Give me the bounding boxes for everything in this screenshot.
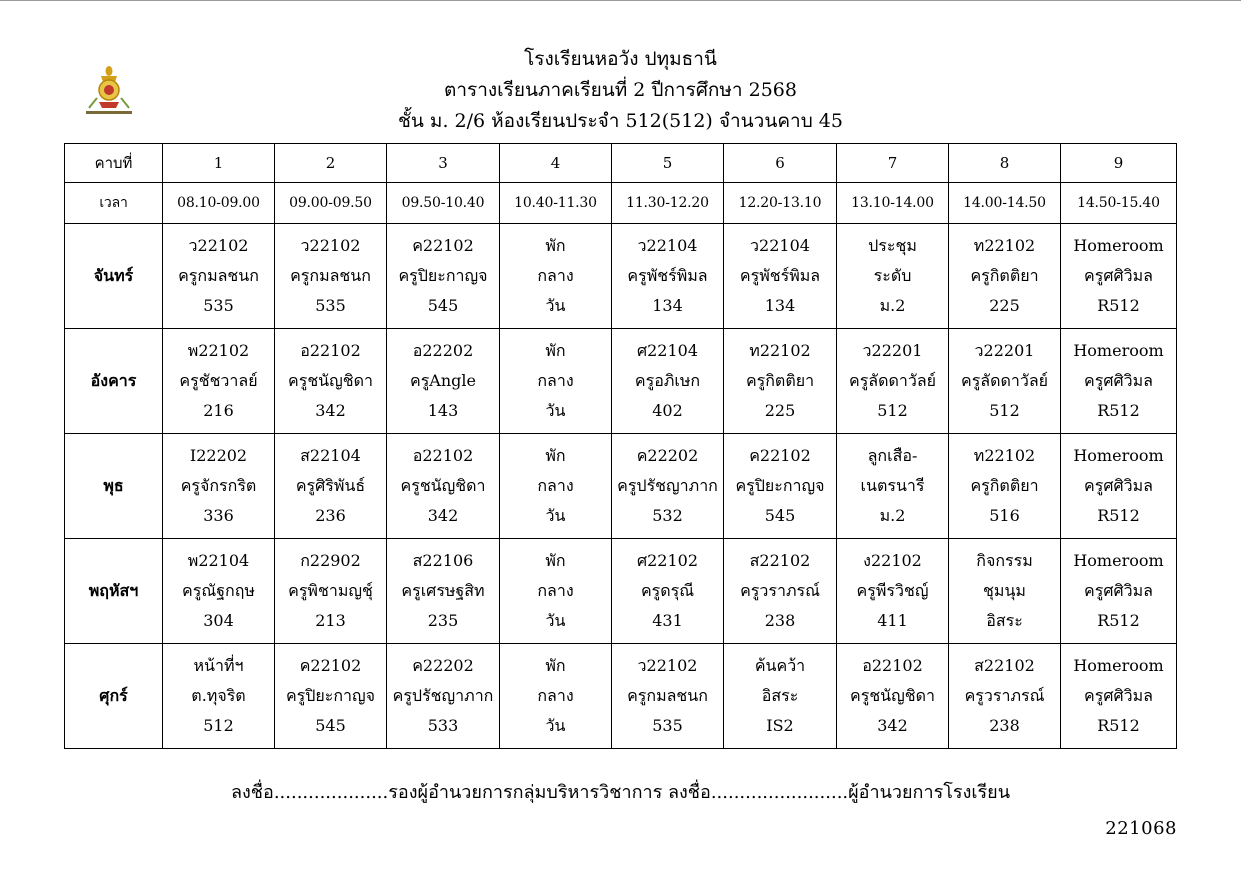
cell-line-middle: กลาง xyxy=(537,266,574,285)
cell-line-middle: ครูดรุณี xyxy=(640,581,695,600)
day-row xyxy=(65,644,1177,749)
schedule-cell xyxy=(387,434,500,539)
term-title: ตารางเรียนภาคเรียนที่ 2 ปีการศึกษา 2568 xyxy=(444,79,797,101)
schedule-cell xyxy=(1061,434,1177,539)
cell-line-bottom: 225 xyxy=(764,401,796,420)
cell-line-bottom: 535 xyxy=(315,296,346,315)
cell-line-bottom: 402 xyxy=(652,401,683,420)
period-number: 2 xyxy=(275,144,387,183)
cell-line-top: ส22102 xyxy=(974,656,1035,675)
cell-line-bottom: วัน xyxy=(545,401,566,420)
schedule-cell xyxy=(500,434,612,539)
cell-line-middle: ต.ทุจริต xyxy=(191,686,246,705)
period-number: 3 xyxy=(387,144,500,183)
cell-line-middle: ครูลัดดาวัลย์ xyxy=(960,371,1049,390)
schedule-cell xyxy=(163,539,275,644)
schedule-cell xyxy=(1061,329,1177,434)
cell-line-top: ท22102 xyxy=(749,341,811,360)
day-name: จันทร์ xyxy=(65,224,163,329)
cell-line-top: ค้นคว้า xyxy=(754,656,806,675)
cell-line-top: ว22104 xyxy=(637,236,698,255)
schedule-cell xyxy=(612,539,724,644)
cell-line-bottom: R512 xyxy=(1097,716,1140,735)
cell-line-middle: ครูพีรวิชญ์ xyxy=(856,581,929,600)
cell-line-bottom: 512 xyxy=(877,401,908,420)
schedule-cell xyxy=(724,434,837,539)
cell-line-top: ศ22102 xyxy=(636,551,699,570)
schedule-cell xyxy=(724,644,837,749)
cell-line-middle: ครูจักรกริต xyxy=(180,476,257,495)
cell-line-middle: เนตรนารี xyxy=(860,476,925,495)
cell-line-top: ก22902 xyxy=(300,551,361,570)
cell-line-middle: ครูกิตติยา xyxy=(745,371,815,390)
cell-line-bottom: 512 xyxy=(989,401,1020,420)
cell-line-bottom: 535 xyxy=(652,716,683,735)
cell-line-bottom: 535 xyxy=(203,296,234,315)
cell-line-top: ค22102 xyxy=(412,236,474,255)
cell-line-top: กิจกรรม xyxy=(976,551,1033,570)
schedule-cell xyxy=(163,434,275,539)
cell-line-top: อ22102 xyxy=(862,656,923,675)
cell-line-bottom: 516 xyxy=(989,506,1020,525)
cell-line-middle: ครูปิยะกาญจ xyxy=(285,686,376,705)
cell-line-bottom: ม.2 xyxy=(879,506,906,525)
cell-line-bottom: 225 xyxy=(989,296,1020,315)
cell-line-bottom: 304 xyxy=(203,611,234,630)
time-slot: 10.40-11.30 xyxy=(500,183,612,224)
cell-line-top: ส22104 xyxy=(300,446,361,465)
schedule-cell xyxy=(724,539,837,644)
class-info: ชั้น ม. 2/6 ห้องเรียนประจำ 512(512) จำนวนคาบ 45 xyxy=(398,110,843,132)
cell-line-middle: ระดับ xyxy=(873,266,912,285)
time-label: เวลา xyxy=(65,183,163,224)
schedule-cell xyxy=(1061,224,1177,329)
cell-line-top: ค22202 xyxy=(636,446,699,465)
period-number: 1 xyxy=(163,144,275,183)
day-name: อังคาร xyxy=(65,329,163,434)
cell-line-middle: อิสระ xyxy=(761,686,799,705)
top-rule xyxy=(0,0,1241,1)
cell-line-bottom: 545 xyxy=(764,506,796,525)
cell-line-bottom: 342 xyxy=(877,716,908,735)
cell-line-bottom: 512 xyxy=(203,716,234,735)
schedule-cell xyxy=(387,329,500,434)
schedule-cell xyxy=(500,329,612,434)
time-slot: 13.10-14.00 xyxy=(837,183,949,224)
cell-line-middle: ครูชนัญชิดา xyxy=(288,371,373,390)
cell-line-top: I22202 xyxy=(189,446,248,465)
cell-line-top: พ22102 xyxy=(187,341,250,360)
schedule-cell xyxy=(387,539,500,644)
cell-line-bottom: วัน xyxy=(545,611,566,630)
schedule-cell xyxy=(1061,644,1177,749)
cell-line-middle: ครูปรัชญาภาก xyxy=(392,686,494,705)
cell-line-top: ง22102 xyxy=(863,551,922,570)
cell-line-middle: ครูปรัชญาภาก xyxy=(617,476,718,495)
cell-line-bottom: 545 xyxy=(427,296,459,315)
schedule-cell xyxy=(837,644,949,749)
cell-line-top: พัก xyxy=(545,341,566,360)
cell-line-top: ประชุม xyxy=(868,236,917,255)
period-number: 9 xyxy=(1061,144,1177,183)
schedule-cell xyxy=(949,434,1061,539)
schedule-cell xyxy=(500,539,612,644)
school-name: โรงเรียนหอวัง ปทุมธานี xyxy=(524,48,717,70)
day-name: พฤหัสฯ xyxy=(65,539,163,644)
period-header-row xyxy=(65,144,1177,183)
cell-line-top: อ22102 xyxy=(412,446,474,465)
cell-line-bottom: 342 xyxy=(315,401,346,420)
cell-line-bottom: วัน xyxy=(545,296,566,315)
cell-line-bottom: 235 xyxy=(427,611,459,630)
day-row xyxy=(65,434,1177,539)
cell-line-bottom: 238 xyxy=(764,611,796,630)
cell-line-top: ว22201 xyxy=(862,341,923,360)
schedule-cell xyxy=(163,224,275,329)
cell-line-top: Homeroom xyxy=(1073,551,1164,570)
cell-line-middle: กลาง xyxy=(537,371,574,390)
cell-line-top: ส22106 xyxy=(412,551,474,570)
cell-line-middle: ครูชนัญชิดา xyxy=(400,476,486,495)
cell-line-top: พัก xyxy=(545,236,566,255)
cell-line-middle: ครูชัชวาลย์ xyxy=(179,371,258,390)
schedule-cell xyxy=(275,644,387,749)
cell-line-middle: ครูศศิวิมล xyxy=(1084,581,1153,600)
cell-line-middle: ครูศศิวิมล xyxy=(1084,686,1153,705)
cell-line-top: พัก xyxy=(545,446,566,465)
schedule-cell xyxy=(387,644,500,749)
day-row xyxy=(65,329,1177,434)
cell-line-top: ค22102 xyxy=(749,446,811,465)
cell-line-middle: ครูกมลชนก xyxy=(627,686,708,705)
cell-line-bottom: IS2 xyxy=(766,716,794,735)
period-number: 8 xyxy=(949,144,1061,183)
cell-line-top: ท22102 xyxy=(973,446,1036,465)
cell-line-middle: ครูวราภรณ์ xyxy=(740,581,820,600)
schedule-cell xyxy=(949,644,1061,749)
cell-line-bottom: 216 xyxy=(203,401,234,420)
schedule-cell xyxy=(612,644,724,749)
cell-line-middle: ครูศศิวิมล xyxy=(1084,266,1153,285)
cell-line-middle: ครูณัฐกฤษ xyxy=(182,581,255,600)
cell-line-top: Homeroom xyxy=(1073,236,1164,255)
cell-line-bottom: 134 xyxy=(764,296,796,315)
schedule-cell xyxy=(500,644,612,749)
cell-line-bottom: 134 xyxy=(652,296,683,315)
time-slot: 11.30-12.20 xyxy=(612,183,724,224)
timetable xyxy=(64,143,1177,749)
cell-line-middle: ครูเศรษฐสิท xyxy=(401,581,485,600)
cell-line-bottom: 545 xyxy=(315,716,346,735)
cell-line-bottom: R512 xyxy=(1097,506,1140,525)
schedule-cell xyxy=(724,224,837,329)
cell-line-top: พัก xyxy=(545,656,566,675)
cell-line-bottom: 336 xyxy=(203,506,234,525)
time-slot: 08.10-09.00 xyxy=(163,183,275,224)
cell-line-bottom: 532 xyxy=(652,506,683,525)
cell-line-middle: ครูศศิวิมล xyxy=(1084,476,1153,495)
schedule-cell xyxy=(724,329,837,434)
cell-line-top: พัก xyxy=(545,551,566,570)
cell-line-middle: ครูวราภรณ์ xyxy=(964,686,1045,705)
time-slot: 14.00-14.50 xyxy=(949,183,1061,224)
cell-line-middle: กลาง xyxy=(537,581,574,600)
schedule-cell xyxy=(949,224,1061,329)
period-number: 4 xyxy=(500,144,612,183)
cell-line-middle: ครูปิยะกาญจ xyxy=(398,266,488,285)
cell-line-top: อ22102 xyxy=(300,341,361,360)
cell-line-bottom: วัน xyxy=(545,506,566,525)
cell-line-top: ค22102 xyxy=(299,656,362,675)
cell-line-bottom: 342 xyxy=(427,506,459,525)
cell-line-middle: ครูพัชร์พิมล xyxy=(739,266,821,285)
cell-line-middle: ครูศศิวิมล xyxy=(1084,371,1153,390)
cell-line-top: Homeroom xyxy=(1073,656,1164,675)
schedule-cell xyxy=(275,434,387,539)
day-row xyxy=(65,539,1177,644)
cell-line-middle: ครูกิตติยา xyxy=(970,476,1039,495)
cell-line-top: ว22102 xyxy=(637,656,698,675)
schedule-cell xyxy=(949,329,1061,434)
cell-line-bottom: 238 xyxy=(989,716,1020,735)
cell-line-top: ว22104 xyxy=(750,236,810,255)
period-label: คาบที่ xyxy=(65,144,163,183)
day-row xyxy=(65,224,1177,329)
cell-line-top: Homeroom xyxy=(1073,446,1164,465)
period-number: 5 xyxy=(612,144,724,183)
day-name: ศุกร์ xyxy=(65,644,163,749)
cell-line-middle: ครูชนัญชิดา xyxy=(850,686,935,705)
cell-line-bottom: ม.2 xyxy=(879,296,906,315)
cell-line-bottom: R512 xyxy=(1097,611,1140,630)
cell-line-bottom: 431 xyxy=(652,611,683,630)
schedule-cell xyxy=(163,329,275,434)
signature-line: ลงชื่อ....................รองผู้อำนวยการกลุ่มบริหารวิชาการ ลงชื่อ........................ผู้อำนวยการโรงเรียน xyxy=(230,782,1011,803)
cell-line-top: ว22201 xyxy=(974,341,1035,360)
cell-line-top: อ22202 xyxy=(412,341,474,360)
cell-line-top: หน้าที่ฯ xyxy=(193,656,244,675)
cell-line-bottom: R512 xyxy=(1097,401,1140,420)
cell-line-bottom: วัน xyxy=(545,716,566,735)
cell-line-middle: ครูกมลชนก xyxy=(290,266,371,285)
cell-line-top: ส22102 xyxy=(749,551,811,570)
cell-line-middle: กลาง xyxy=(537,686,574,705)
cell-line-top: Homeroom xyxy=(1073,341,1164,360)
cell-line-middle: ครูAngle xyxy=(410,371,476,390)
document-number: 221068 xyxy=(1105,818,1177,839)
schedule-cell xyxy=(837,434,949,539)
time-slot: 09.00-09.50 xyxy=(275,183,387,224)
cell-line-top: ท22102 xyxy=(973,236,1036,255)
schedule-cell xyxy=(387,224,500,329)
day-name: พุธ xyxy=(65,434,163,539)
cell-line-middle: ครูกิตติยา xyxy=(970,266,1039,285)
time-slot: 12.20-13.10 xyxy=(724,183,837,224)
time-row xyxy=(65,183,1177,224)
schedule-cell xyxy=(837,329,949,434)
document-header xyxy=(0,44,1241,137)
schedule-cell xyxy=(949,539,1061,644)
time-slot: 14.50-15.40 xyxy=(1061,183,1177,224)
cell-line-middle: กลาง xyxy=(537,476,574,495)
cell-line-bottom: 143 xyxy=(427,401,459,420)
schedule-cell xyxy=(500,224,612,329)
cell-line-bottom: R512 xyxy=(1097,296,1140,315)
schedule-cell xyxy=(612,434,724,539)
schedule-cell xyxy=(612,224,724,329)
schedule-cell xyxy=(837,539,949,644)
cell-line-top: ลูกเสือ- xyxy=(867,446,918,465)
schedule-cell xyxy=(837,224,949,329)
cell-line-middle: ครูอภิเษก xyxy=(634,371,701,390)
cell-line-bottom: อิสระ xyxy=(986,611,1023,630)
schedule-cell xyxy=(163,644,275,749)
cell-line-top: พ22104 xyxy=(187,551,250,570)
cell-line-top: ศ22104 xyxy=(636,341,699,360)
time-slot: 09.50-10.40 xyxy=(387,183,500,224)
cell-line-top: ค22202 xyxy=(412,656,474,675)
period-number: 6 xyxy=(724,144,837,183)
cell-line-middle: ครูปิยะกาญจ xyxy=(735,476,825,495)
schedule-cell xyxy=(1061,539,1177,644)
cell-line-bottom: 533 xyxy=(427,716,459,735)
schedule-cell xyxy=(275,224,387,329)
cell-line-middle: ชุมนุม xyxy=(983,581,1026,600)
period-number: 7 xyxy=(837,144,949,183)
cell-line-middle: ครูลัดดาวัลย์ xyxy=(848,371,937,390)
schedule-cell xyxy=(275,329,387,434)
cell-line-top: ว22102 xyxy=(300,236,361,255)
cell-line-middle: ครูพิชามญชุ์ xyxy=(288,581,373,600)
cell-line-bottom: 213 xyxy=(315,611,346,630)
schedule-cell xyxy=(275,539,387,644)
cell-line-middle: ครูกมลชนก xyxy=(178,266,259,285)
cell-line-bottom: 411 xyxy=(877,611,908,630)
cell-line-middle: ครูศิริพันธ์ xyxy=(295,476,366,495)
schedule-cell xyxy=(612,329,724,434)
cell-line-middle: ครูพัชร์พิมล xyxy=(627,266,708,285)
cell-line-top: ว22102 xyxy=(188,236,249,255)
cell-line-bottom: 236 xyxy=(315,506,346,525)
